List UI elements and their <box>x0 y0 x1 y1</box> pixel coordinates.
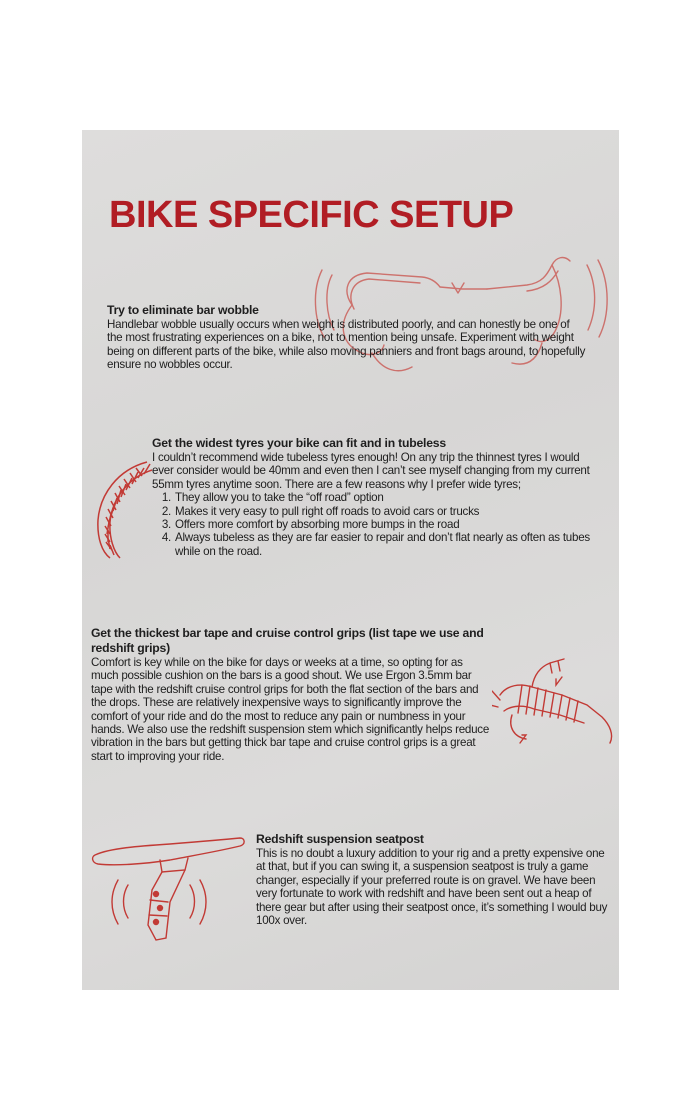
list-item: 3. Offers more comfort by absorbing more bumps in the road <box>174 518 602 531</box>
list-item: 2. Makes it very easy to pull right off roads to avoid cars or trucks <box>174 505 602 518</box>
section-heading: Get the thickest bar tape and cruise control grips (list tape we use and redshift grips) <box>91 626 484 655</box>
reasons-list <box>152 491 602 558</box>
list-item: 1. They allow you to take the “off road” option <box>174 491 602 504</box>
section-body: This is no doubt a luxury addition to your rig and a pretty expensive one at that, but if you can swing it, a suspension seatpost is truly a game changer, especially if your preferred route is on gravel. We have been very fortunate to work with redshift and have been sent out a heap of there gear but after using their seatpost once, it’s something I would buy 100x over. <box>256 847 608 928</box>
bar-tape-hand-icon <box>492 655 617 750</box>
section-heading: Redshift suspension seatpost <box>256 832 424 846</box>
section-heading: Get the widest tyres your bike can fit and in tubeless <box>152 436 446 450</box>
list-item: 4. Always tubeless as they are far easier to repair and don’t flat nearly as often as tubes while on the road. <box>174 531 602 558</box>
tyre-icon <box>92 460 154 560</box>
page-title: BIKE SPECIFIC SETUP <box>109 194 514 236</box>
section-body: Handlebar wobble usually occurs when weight is distributed poorly, and can honestly be one of the most frustrating experiences on a bike, not to mention being unsafe. Experiment with weight being on different parts of the bike, while also moving panniers and front bags around, to hopefully ensure no wobbles occur. <box>107 318 586 372</box>
section-bar-wobble <box>107 303 587 372</box>
guide-page <box>82 130 619 990</box>
section-bar-tape <box>91 626 491 763</box>
section-widest-tyres <box>152 436 602 558</box>
section-seatpost <box>256 832 608 927</box>
section-heading: Try to eliminate bar wobble <box>107 303 259 317</box>
section-body: Comfort is key while on the bike for days or weeks at a time, so opting for as much possible cushion on the bars is a good shout. We use Ergon 3.5mm bar tape with the redshift cruise control grips for both the flat section of the bars and the drops. These are relatively inexpensive ways to significantly improve the comfort of your ride and do the most to reduce any pain or numbness in your hands. We also use the redshift suspension stem which significantly helps reduce vibration in the bars but getting thick bar tape and cruise control grips is a great start to improving your ride. <box>91 656 490 763</box>
seatpost-saddle-icon <box>90 830 250 950</box>
section-body: I couldn’t recommend wide tubeless tyres enough! On any trip the thinnest tyres I would ever consider would be 40mm and even then I can’t see myself changing from my current 55mm tyres anytime soon. There are a few reasons why I prefer wide tyres; <box>152 451 590 491</box>
